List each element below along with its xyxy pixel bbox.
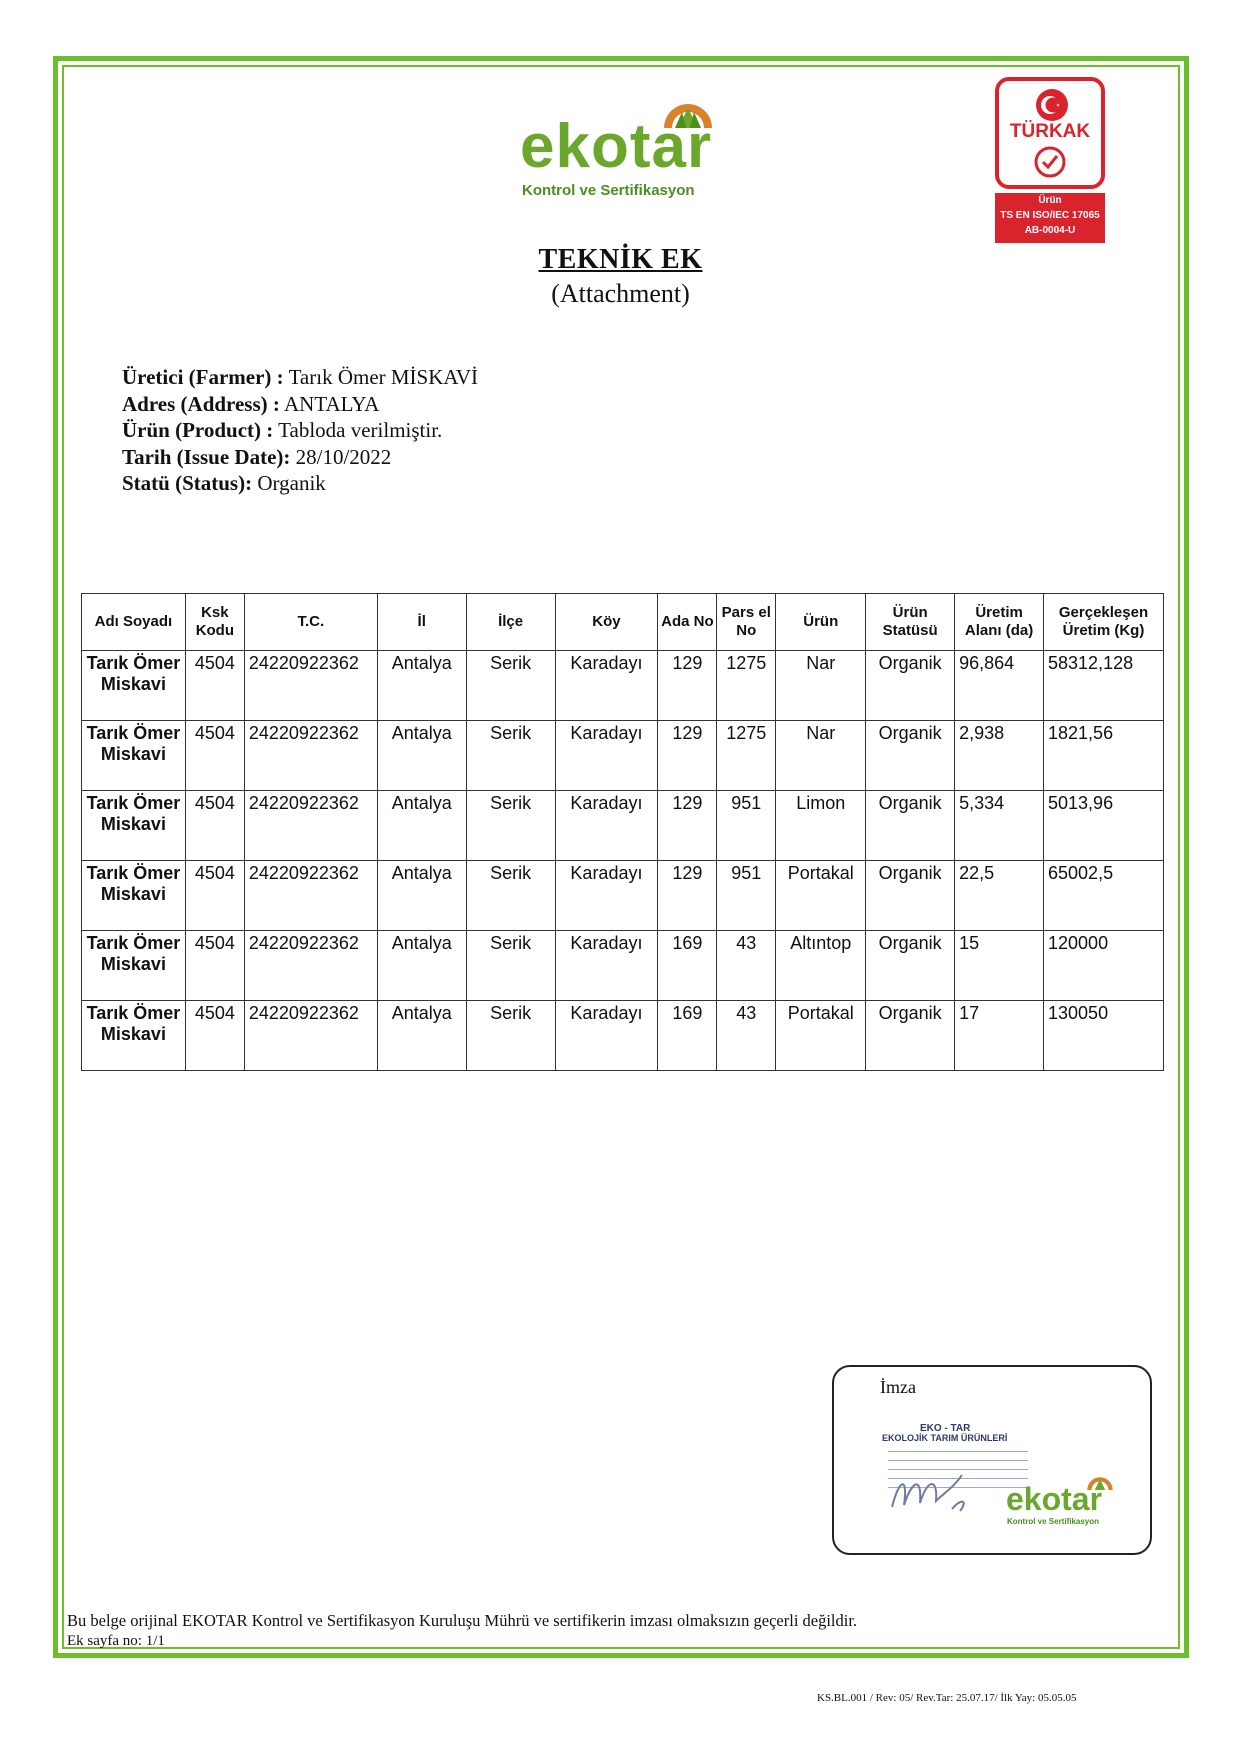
table-cell: Antalya [377,791,466,861]
column-header: Ksk Kodu [185,594,244,651]
table-cell: 65002,5 [1044,861,1164,931]
table-cell: 17 [955,1001,1044,1071]
info-date [122,444,478,471]
info-status [122,470,478,497]
table-cell: Organik [866,861,955,931]
table-cell: Serik [466,721,555,791]
table-cell: Serik [466,931,555,1001]
table-cell: Serik [466,651,555,721]
table-cell: Karadayı [555,651,658,721]
info-product [122,417,478,444]
turkak-band-line: TS EN ISO/IEC 17065 [1000,210,1100,221]
table-cell: 169 [658,931,717,1001]
footer-page-number: Ek sayfa no: 1/1 [67,1633,165,1649]
table-cell: 96,864 [955,651,1044,721]
table-cell: Antalya [377,931,466,1001]
table-cell: 129 [658,721,717,791]
table-cell: Antalya [377,721,466,791]
table-cell: 129 [658,861,717,931]
table-cell: 169 [658,1001,717,1071]
stamp-title: EKO - TAR [920,1423,971,1434]
logo-wordmark: ekotar [520,112,713,181]
column-header: Pars el No [717,594,776,651]
turkak-band [995,193,1105,243]
table-cell: Serik [466,861,555,931]
table-row [82,931,1164,1001]
table-cell: Antalya [377,861,466,931]
table-cell: 129 [658,791,717,861]
table-cell: 4504 [185,1001,244,1071]
table-cell: 4504 [185,931,244,1001]
table-cell: 5013,96 [1044,791,1164,861]
turkak-band-line: Ürün [1038,195,1062,206]
ekotar-small-logo [1006,1473,1136,1533]
table-cell: 1275 [717,721,776,791]
info-value: ANTALYA [283,391,380,416]
table-row [82,791,1164,861]
turkak-band-line: AB-0004-U [1024,225,1076,236]
table-cell: 24220922362 [244,861,377,931]
table-cell: 24220922362 [244,931,377,1001]
table-cell: 22,5 [955,861,1044,931]
column-header: Üretim Alanı (da) [955,594,1044,651]
table-row [82,861,1164,931]
table-cell: 951 [717,791,776,861]
table-cell: Karadayı [555,931,658,1001]
document-title: TEKNİK EK [538,244,703,275]
check-circle-icon [1033,145,1067,179]
table-header-row [82,594,1164,651]
turkak-name: TÜRKAK [1009,121,1091,142]
table-cell: Limon [776,791,866,861]
column-header: İlçe [466,594,555,651]
table-row [82,651,1164,721]
info-label: Ürün (Product) : [122,418,274,442]
table-cell: Serik [466,1001,555,1071]
producer-info [122,364,478,497]
table-cell: 1821,56 [1044,721,1164,791]
table-cell: Karadayı [555,1001,658,1071]
table-row [82,721,1164,791]
table-cell: 2,938 [955,721,1044,791]
info-value: Organik [257,471,326,495]
info-value: Tabloda verilmiştir. [278,418,443,442]
table-cell: Organik [866,721,955,791]
logo-tagline: Kontrol ve Sertifikasyon [522,182,695,199]
table-cell: 4504 [185,861,244,931]
info-label: Tarih (Issue Date): [122,444,291,469]
table-cell: Antalya [377,1001,466,1071]
info-label: Adres (Address) : [122,391,280,416]
production-table [81,593,1164,1071]
revision-info: KS.BL.001 / Rev: 05/ Rev.Tar: 25.07.17/ İlk Yay: 05.05.05 [817,1692,1077,1704]
info-value: Tarık Ömer MİSKAVİ [288,365,479,389]
footer-notice: Bu belge orijinal EKOTAR Kontrol ve Sertifikasyon Kuruluşu Mührü ve sertifikerin imzası olmaksızın geçerli değildir. [67,1611,858,1630]
signature-label: İmza [880,1377,916,1397]
table-cell: 951 [717,861,776,931]
table-cell: Karadayı [555,861,658,931]
crescent-star-icon [1036,89,1068,121]
table-cell: 129 [658,651,717,721]
table-cell: Karadayı [555,721,658,791]
table-cell: Organik [866,791,955,861]
table-cell: Nar [776,651,866,721]
table-cell: 5,334 [955,791,1044,861]
table-cell: Organik [866,931,955,1001]
table-cell: Karadayı [555,791,658,861]
turkak-accreditation-badge [995,77,1105,243]
table-cell: Tarık Ömer Miskavi [82,861,186,931]
turkak-frame [995,77,1105,189]
table-cell: 24220922362 [244,651,377,721]
table-cell: Antalya [377,651,466,721]
info-address [122,391,478,418]
table-cell: 4504 [185,651,244,721]
column-header: Ürün [776,594,866,651]
table-cell: Tarık Ömer Miskavi [82,931,186,1001]
table-cell: Tarık Ömer Miskavi [82,721,186,791]
signature-box [832,1365,1152,1555]
table-cell: Altıntop [776,931,866,1001]
column-header: Gerçekleşen Üretim (Kg) [1044,594,1164,651]
column-header: Ada No [658,594,717,651]
column-header: Adı Soyadı [82,594,186,651]
info-label: Üretici (Farmer) : [122,365,284,389]
table-cell: Organik [866,651,955,721]
handwritten-signature [882,1457,1002,1517]
table-cell: 120000 [1044,931,1164,1001]
table-cell: Serik [466,791,555,861]
column-header: T.C. [244,594,377,651]
stamp-line: EKOLOJİK TARIM ÜRÜNLERİ [882,1433,1008,1443]
table-cell: Nar [776,721,866,791]
table-cell: Tarık Ömer Miskavi [82,1001,186,1071]
logo-tagline: Kontrol ve Sertifikasyon [1007,1517,1100,1526]
table-cell: 24220922362 [244,1001,377,1071]
table-cell: 4504 [185,791,244,861]
table-cell: 130050 [1044,1001,1164,1071]
info-label: Statü (Status): [122,471,253,495]
table-cell: 24220922362 [244,791,377,861]
table-cell: 15 [955,931,1044,1001]
table-row [82,1001,1164,1071]
table-cell: 1275 [717,651,776,721]
info-value: 28/10/2022 [295,444,392,469]
table-cell: Tarık Ömer Miskavi [82,791,186,861]
table-cell: 4504 [185,721,244,791]
table-cell: 58312,128 [1044,651,1164,721]
table-cell: 43 [717,931,776,1001]
column-header: Ürün Statüsü [866,594,955,651]
table-cell: 43 [717,1001,776,1071]
document-subtitle: (Attachment) [551,279,690,308]
table-cell: 24220922362 [244,721,377,791]
table-cell: Tarık Ömer Miskavi [82,651,186,721]
ekotar-logo [520,96,740,206]
table-cell: Portakal [776,1001,866,1071]
logo-wordmark: ekotar [1006,1481,1103,1517]
info-farmer [122,364,478,391]
table-cell: Organik [866,1001,955,1071]
column-header: Köy [555,594,658,651]
table-cell: Portakal [776,861,866,931]
column-header: İl [377,594,466,651]
